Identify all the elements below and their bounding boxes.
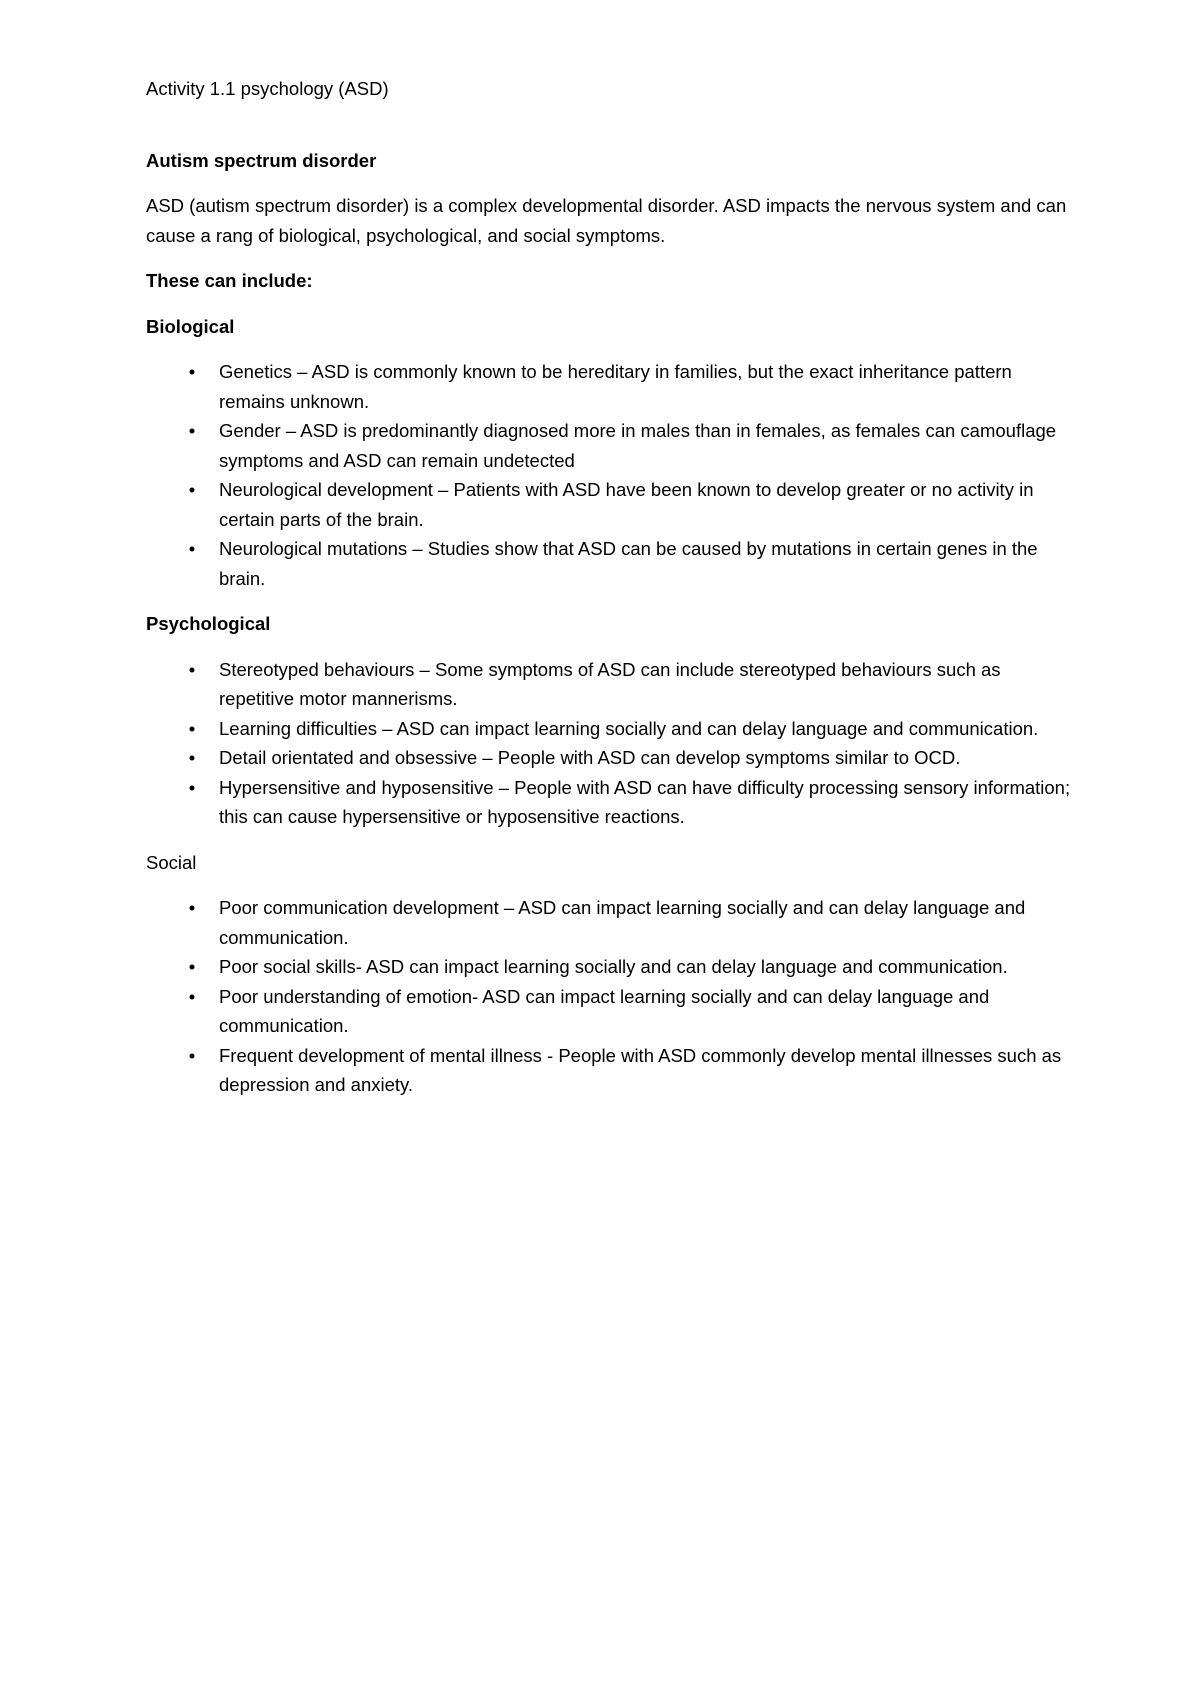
list-item	[146, 357, 1076, 416]
list-item-text: Poor social skills- ASD can impact learning socially and can delay language and communication.	[219, 956, 1008, 977]
list-item-text: Poor communication development – ASD can impact learning socially and can delay language and communication.	[219, 897, 1026, 948]
bullet-icon: •	[188, 747, 196, 768]
list-item	[146, 952, 1076, 982]
list-item	[146, 416, 1076, 475]
section-heading-biological: Biological	[146, 315, 235, 337]
list-item	[146, 893, 1076, 952]
biological-list	[146, 357, 1076, 593]
list-item-text: Hypersensitive and hyposensitive – People with ASD can have difficulty processing sensory information; this can cause hypersensitive or hyposensitive reactions.	[219, 776, 1071, 827]
bullet-icon: •	[188, 985, 196, 1007]
list-item-text: Gender – ASD is predominantly diagnosed more in males than in females, as females can camouflage symptoms and ASD can remain undetected	[219, 420, 1057, 471]
bullet-icon: •	[188, 538, 196, 559]
list-item	[146, 714, 1076, 744]
social-list	[146, 893, 1076, 1100]
bullet-icon: •	[188, 361, 196, 382]
list-item-text: Neurological development – Patients with ASD have been known to develop greater or no activity in certain parts of the brain.	[219, 479, 1034, 530]
main-heading: Autism spectrum disorder	[146, 149, 377, 171]
bullet-icon: •	[188, 956, 196, 977]
document-body	[146, 74, 1076, 1116]
intro-paragraph: ASD (autism spectrum disorder) is a complex developmental disorder. ASD impacts the nervous system and can cause a rang of biological, psychological, and social symptoms.	[146, 195, 1067, 246]
list-item-text: Stereotyped behaviours – Some symptoms of ASD can include stereotyped behaviours such as repetitive motor mannerisms.	[219, 658, 1001, 709]
bullet-icon: •	[188, 1044, 196, 1066]
bullet-icon: •	[188, 717, 196, 739]
document-title: Activity 1.1 psychology (ASD)	[146, 78, 389, 99]
list-item	[146, 475, 1076, 534]
psychological-list	[146, 655, 1076, 832]
section-heading-social: Social	[146, 851, 197, 873]
bullet-icon: •	[188, 658, 196, 680]
list-item	[146, 655, 1076, 714]
bullet-icon: •	[188, 420, 196, 441]
section-heading-psychological: Psychological	[146, 613, 271, 634]
lead-in-heading: These can include:	[146, 270, 313, 291]
list-item	[146, 534, 1076, 593]
list-item	[146, 1041, 1076, 1100]
list-item	[146, 982, 1076, 1041]
bullet-icon: •	[188, 897, 196, 918]
bullet-icon: •	[188, 479, 196, 500]
list-item	[146, 743, 1076, 773]
list-item-text: Poor understanding of emotion- ASD can impact learning socially and can delay language and communication.	[219, 985, 990, 1036]
list-item-text: Neurological mutations – Studies show that ASD can be caused by mutations in certain genes in the brain.	[219, 538, 1038, 589]
list-item-text: Genetics – ASD is commonly known to be hereditary in families, but the exact inheritance pattern remains unknown.	[219, 361, 1012, 412]
list-item-text: Frequent development of mental illness - People with ASD commonly develop mental illnesses such as depression and anxiety.	[219, 1044, 1062, 1095]
list-item-text: Learning difficulties – ASD can impact learning socially and can delay language and communication.	[219, 717, 1039, 739]
bullet-icon: •	[188, 776, 196, 798]
list-item-text: Detail orientated and obsessive – People with ASD can develop symptoms similar to OCD.	[219, 747, 961, 768]
list-item	[146, 773, 1076, 832]
